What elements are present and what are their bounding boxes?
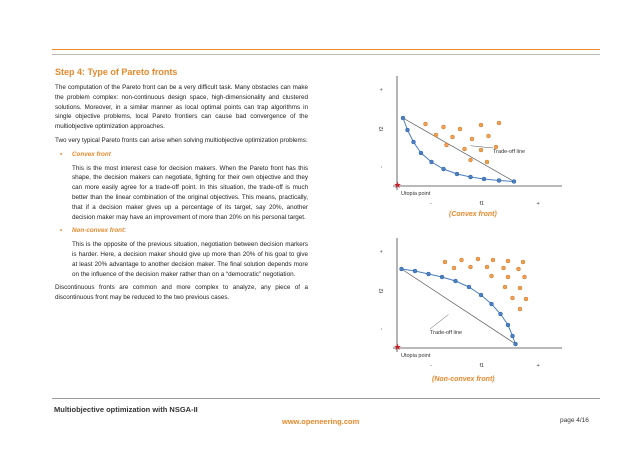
dominated-point [463,147,467,151]
dominated-point [458,127,462,131]
dominated-point [469,158,473,162]
pareto-point [490,302,494,306]
pareto-point [479,293,483,297]
pareto-point [497,179,501,183]
bullet-nonconvex-label: Non-convex front [72,227,125,235]
pareto-point [401,116,405,120]
bullet-dot-icon: • [60,227,63,235]
convex-front-chart [352,58,602,218]
pareto-point [467,285,471,289]
dominated-point [452,266,456,270]
dominated-point [479,148,483,152]
dominated-point [470,137,474,141]
dominated-point [521,260,525,264]
utopia-label: Utopia point [401,191,431,197]
dominated-point [487,134,491,138]
section-title: Step 4: Type of Pareto fronts [55,67,178,77]
dominated-point [469,265,473,269]
pareto-point [455,172,459,176]
text-column [55,67,308,307]
dominated-point [506,259,510,263]
paragraph-nonconvex: This is the opposite of the previous situation, negotiation between decision markers is harder. Here, a decision maker should give up more than 20% of his goal to give at least 20% advantage to another decision maker. The final solution depends more on the influence of the decision maker rather than on a “democratic” negotiation. [72,241,308,278]
dominated-point [434,133,438,137]
dominated-point [442,125,446,129]
x-tick-minus: - [430,201,432,207]
pareto-point [406,128,410,132]
dominated-point [523,275,527,279]
pareto-point [506,323,510,327]
bullet-convex-label: Convex front [72,150,111,158]
dominated-point [460,258,464,262]
pareto-point [454,279,458,283]
pareto-point [430,160,434,164]
pareto-point [512,180,516,184]
utopia-label: Utopia point [401,353,431,359]
y-axis-label: f2 [379,288,385,293]
dominated-point [517,267,521,271]
x-tick-plus: + [536,363,540,369]
pareto-point [511,334,515,338]
pareto-point [400,267,404,271]
pareto-point [413,269,417,273]
dominated-point [490,274,494,278]
dominated-point [497,121,501,125]
dominated-point [518,307,522,311]
dominated-point [485,160,489,164]
pareto-point [412,140,416,144]
dominated-point [502,266,506,270]
footer-url-link[interactable]: www.openeering.com [282,417,360,426]
dominated-point [511,296,515,300]
trade-off-label: Trade-off line [493,149,526,155]
x-axis-label: f1 [479,363,485,369]
caption-convex: (Convex front) [449,211,497,218]
trade-off-pointer [471,146,494,148]
x-tick-minus: - [430,363,432,369]
header-rule-orange [52,49,600,50]
y-tick-minus: - [379,166,385,168]
dominated-point [476,257,480,261]
pareto-point [499,312,503,316]
bullet-nonconvex-front [60,226,308,236]
x-axis-label: f1 [479,201,485,207]
utopia-star-icon: ★ [393,180,402,190]
utopia-star-icon: ★ [393,342,402,352]
pareto-point [442,167,446,171]
pareto-point [419,151,423,155]
pareto-point [514,342,518,346]
dominated-point [524,297,528,301]
trade-off-label: Trade-off line [430,330,463,336]
dominated-point [451,135,455,139]
nonconvex-front-chart [352,220,602,380]
footer-rule [52,398,600,399]
x-tick-plus: + [536,201,540,207]
paragraph-convex: This is the most interest case for decision makers. When the Pareto front has this shape, the decision makers can negotiate, fighting for their own objective and they can more easily agree for a trade-off point. In this situation, the trade-off is much better than the linear combination of the original objectives. This means, practically, that if a decision maker gives up a percentage of its target, say 20%, another decision maker may have an improvement of more than 20% on his personal target. [72,164,308,221]
paragraph-two-types: Two very typical Pareto fronts can arise when solving multiobjective optimization problems: [55,136,308,144]
paragraph-intro: The computation of the Pareto front can be a very difficult task. Many obstacles can make the problem complex: non-continuous design space, high-dimensionality and clustered solutions. Moreover, in a similar manner as local optimal points can trap algorithms in single objective problems, local Pareto frontiers can cause bad convergence of the multiobjective optimization approaches. [55,84,308,131]
y-tick-plus: + [379,249,385,253]
y-axis-label: f2 [379,126,385,131]
bullet-dot-icon: • [60,150,63,158]
pareto-point [427,272,431,276]
y-tick-plus: + [379,87,385,91]
dominated-point [445,143,449,147]
paragraph-discontinuous: Discontinuous fronts are common and more complex to analyze, any piece of a discontinuous front may be reduced to the two previous cases. [55,284,308,302]
header-rule-grey [52,54,600,55]
trade-off-pointer [430,315,449,330]
dominated-point [424,122,428,126]
dominated-point [443,260,447,264]
footer-title: Multiobjective optimization with NSGA-II [54,405,198,414]
bullet-nonconvex-colon: : [124,227,126,235]
caption-nonconvex: (Non-convex front) [432,376,495,383]
pareto-point [469,175,473,179]
dominated-point [491,258,495,262]
bullet-convex-front [60,150,308,160]
dominated-point [479,123,483,127]
footer-page-number: page 4/16 [560,417,589,424]
dominated-point [503,285,507,289]
dominated-point [485,265,489,269]
dominated-point [506,275,510,279]
pareto-point [482,177,486,181]
pareto-point [440,275,444,279]
y-tick-minus: - [379,328,385,330]
dominated-point [518,286,522,290]
